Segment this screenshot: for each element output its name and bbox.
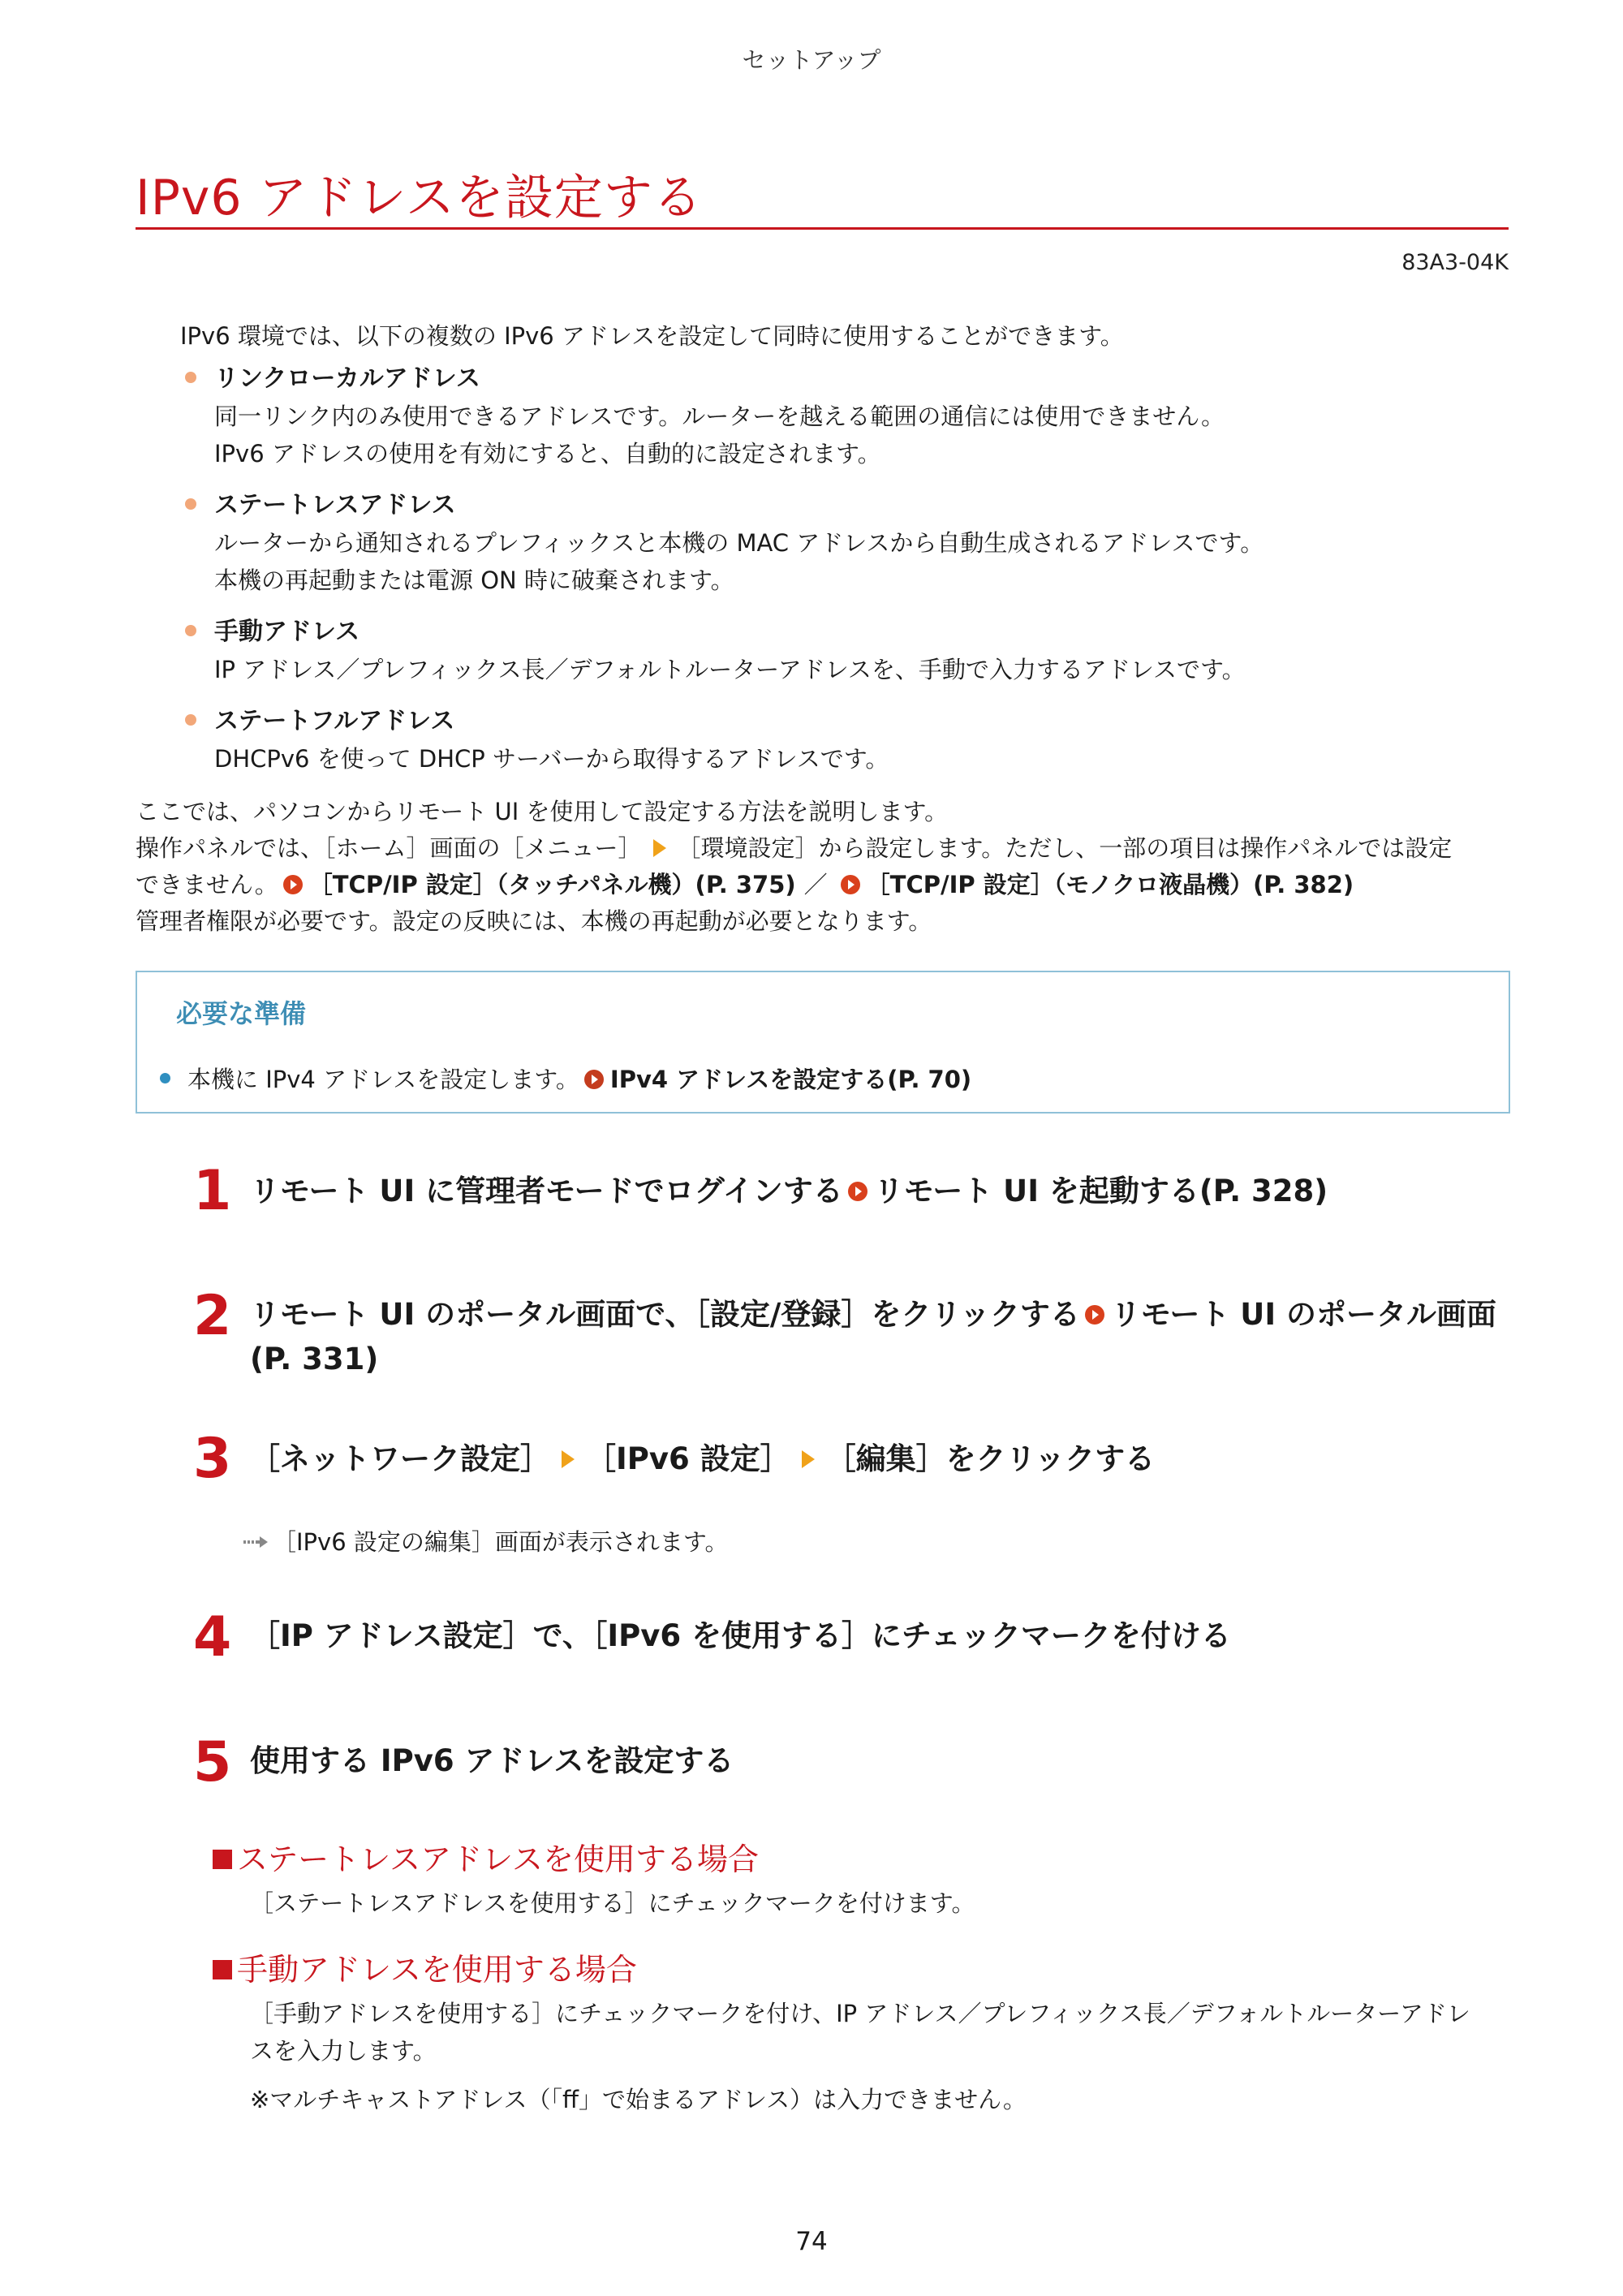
step-text: リモート UI のポータル画面で、［設定/登録］をクリックする リモート UI のポータル画面 (P. 331) — [250, 1297, 1496, 1376]
step-text: リモート UI に管理者モードでログインする リモート UI を起動する(P. 328) — [250, 1174, 1328, 1208]
running-header: セットアップ — [742, 46, 881, 74]
address-type-list — [180, 360, 1495, 792]
method-line: ここでは、パソコンからリモート UI を使用して設定する方法を説明します。 — [136, 798, 949, 825]
case-heading: 手動アドレスを使用する場合 — [213, 1945, 637, 1989]
link-remote-ui-portal[interactable]: リモート UI のポータル画面 — [1110, 1297, 1496, 1332]
address-type-desc: IP アドレス／プレフィックス長／デフォルトルーターアドレスを、手動で入力するアドレスです。 — [214, 656, 1246, 683]
step-number: 5 — [193, 1730, 232, 1794]
link-arrow-icon — [841, 875, 860, 894]
link-arrow-icon — [584, 1070, 604, 1089]
method-line: 管理者権限が必要です。設定の反映には、本機の再起動が必要となります。 — [136, 907, 932, 935]
address-type-name: ステートフルアドレス — [214, 707, 455, 735]
bullet-icon — [185, 372, 196, 383]
link-arrow-icon — [1085, 1305, 1104, 1325]
case-text: ［手動アドレスを使用する］にチェックマークを付け、IP アドレス／プレフィックス長／デフォルトルーターアドレ スを入力します。 ※マルチキャストアドレス（「ff」で始まるアドレス）は入力できません。 — [250, 1995, 1516, 2118]
link-ipv4-settings[interactable]: IPv4 アドレスを設定する(P. 70) — [609, 1066, 972, 1093]
prerequisite-item: 本機に IPv4 アドレスを設定します。 IPv4 アドレスを設定する(P. 70) — [187, 1062, 971, 1095]
case-heading: ステートレスアドレスを使用する場合 — [213, 1834, 759, 1879]
address-type-desc: DHCPv6 を使って DHCP サーバーから取得するアドレスです。 — [214, 745, 889, 773]
square-bullet-icon — [213, 1960, 232, 1979]
address-type-desc: ルーターから通知されるプレフィックスと本機の MAC アドレスから自動生成されるアドレスです。 — [214, 529, 1264, 557]
case-note: ※マルチキャストアドレス（「ff」で始まるアドレス）は入力できません。 — [250, 2086, 1027, 2113]
title-rule — [136, 227, 1509, 230]
square-bullet-icon — [213, 1850, 232, 1869]
address-type-desc: 同一リンク内のみ使用できるアドレスです。ルーターを越える範囲の通信には使用できません。 — [214, 403, 1225, 430]
document-code: 83A3-04K — [1401, 250, 1509, 275]
case-text: ［ステートレスアドレスを使用する］にチェックマークを付けます。 — [250, 1889, 975, 1917]
bullet-icon — [185, 498, 196, 510]
page-title: IPv6 アドレスを設定する — [136, 170, 703, 226]
address-type-name: リンクローカルアドレス — [214, 364, 480, 393]
link-remote-ui-start[interactable]: リモート UI を起動する(P. 328) — [873, 1174, 1328, 1208]
step-number: 3 — [193, 1427, 232, 1491]
method-line: 操作パネルでは、［ホーム］画面の［メニュー］ ［環境設定］から設定します。ただし、一部の項目は操作パネルでは設定 — [136, 834, 1453, 862]
step-number: 1 — [193, 1159, 232, 1223]
step-text: ［IP アドレス設定］で、［IPv6 を使用する］にチェックマークを付ける — [250, 1618, 1231, 1653]
address-type-name: ステートレスアドレス — [214, 491, 456, 519]
bullet-icon — [185, 714, 196, 726]
list-item — [180, 487, 1495, 599]
address-type-name: 手動アドレス — [214, 618, 360, 646]
arrow-right-icon — [562, 1450, 575, 1468]
step-number: 4 — [193, 1605, 232, 1669]
result-arrow-icon — [243, 1536, 268, 1548]
address-type-desc: IPv6 アドレスの使用を有効にすると、自動的に設定されます。 — [214, 440, 881, 467]
method-description — [136, 794, 1515, 940]
page-number: 74 — [795, 2227, 828, 2256]
link-arrow-icon — [283, 875, 303, 894]
link-arrow-icon — [848, 1182, 867, 1201]
method-line: できません。 ［TCP/IP 設定］（タッチパネル機）(P. 375) ／ ［TCP/IP 設定］（モノクロ液晶機）(P. 382) — [136, 871, 1354, 898]
list-item — [180, 703, 1495, 778]
arrow-right-icon — [802, 1450, 815, 1468]
step-text: 使用する IPv6 アドレスを設定する — [250, 1743, 734, 1778]
bullet-icon — [185, 625, 196, 636]
list-item — [180, 614, 1495, 688]
step-number: 2 — [193, 1284, 232, 1348]
step-text: ［ネットワーク設定］ ［IPv6 設定］ ［編集］をクリックする — [250, 1441, 1156, 1476]
address-type-desc: 本機の再起動または電源 ON 時に破棄されます。 — [214, 566, 734, 594]
step-result: ［IPv6 設定の編集］画面が表示されます。 — [243, 1524, 729, 1557]
link-tcpip-mono[interactable]: ［TCP/IP 設定］（モノクロ液晶機）(P. 382) — [866, 871, 1354, 898]
link-tcpip-touch[interactable]: ［TCP/IP 設定］（タッチパネル機）(P. 375) — [308, 871, 796, 898]
prerequisite-box — [136, 971, 1510, 1114]
prerequisite-title: 必要な準備 — [176, 998, 307, 1029]
intro-text: IPv6 環境では、以下の複数の IPv6 アドレスを設定して同時に使用することができます。 — [180, 322, 1124, 350]
link-remote-ui-portal-page[interactable]: (P. 331) — [250, 1342, 379, 1376]
arrow-right-icon — [653, 839, 666, 857]
list-item — [180, 360, 1495, 472]
bullet-icon — [160, 1073, 170, 1083]
